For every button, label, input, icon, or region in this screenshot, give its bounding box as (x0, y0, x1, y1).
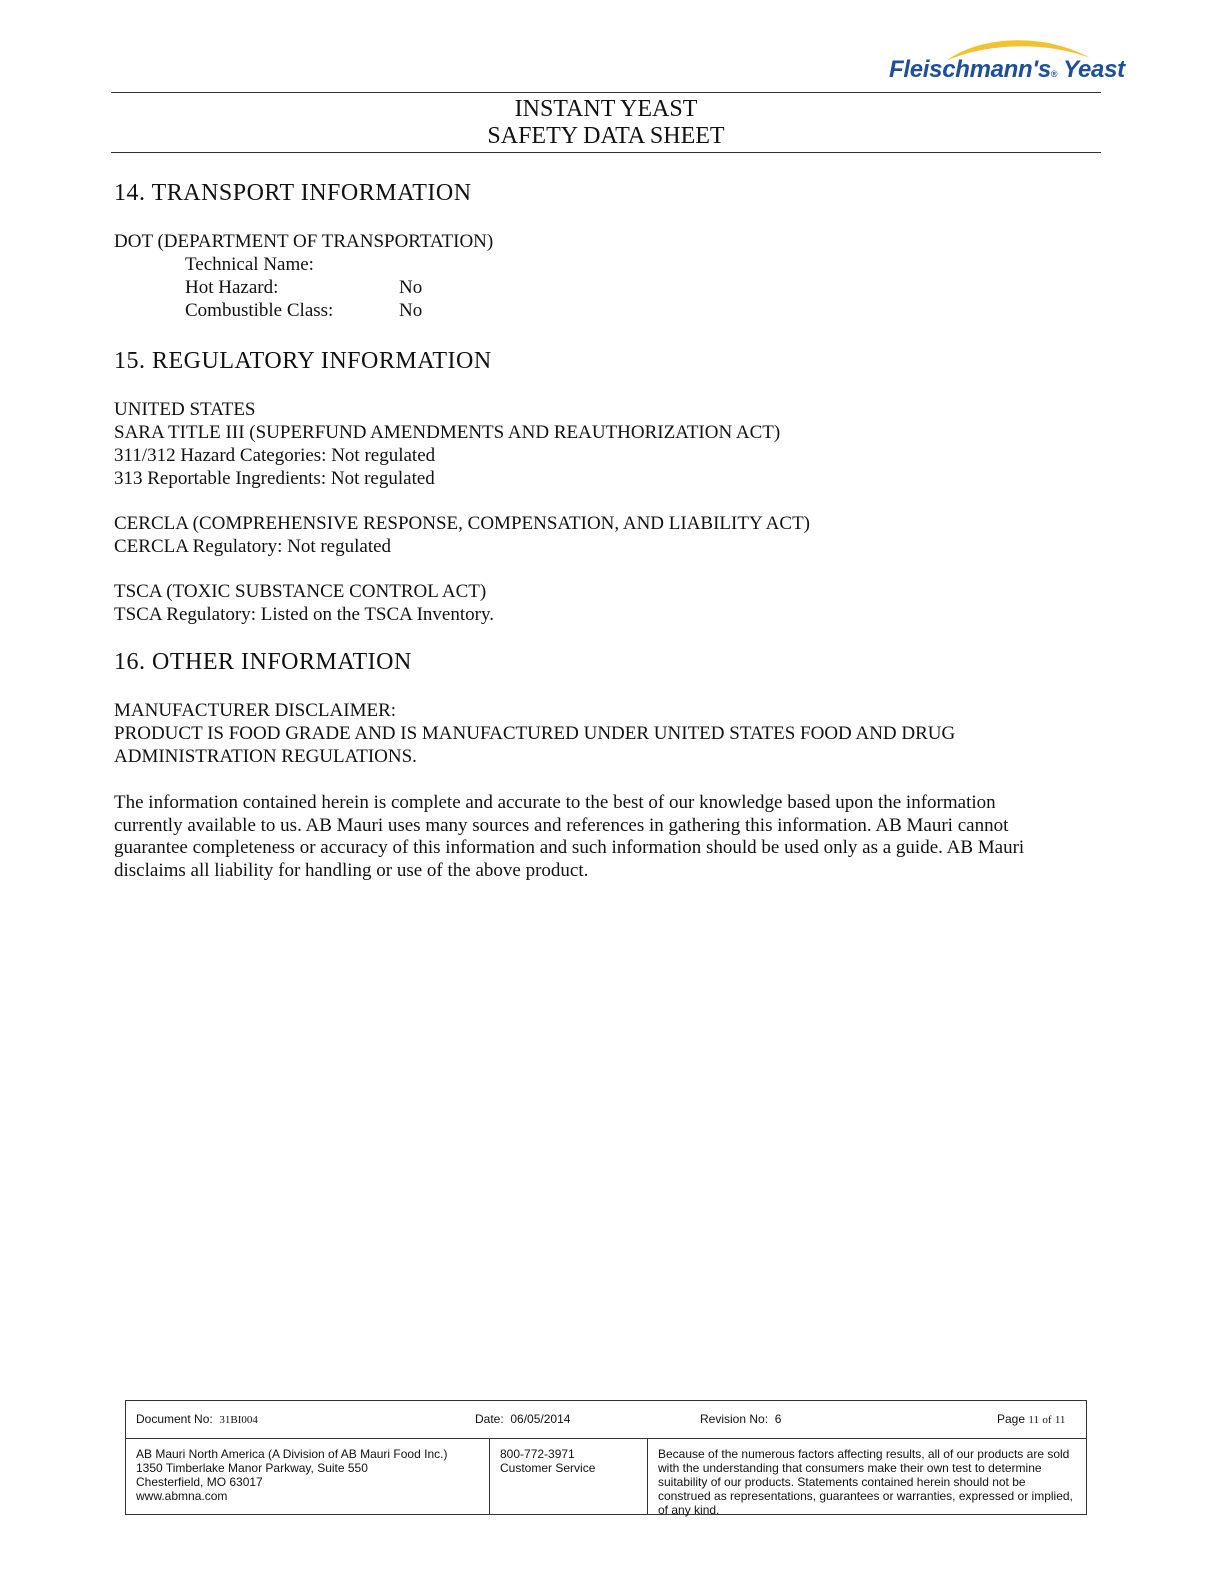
section-16-heading: 16. OTHER INFORMATION (114, 649, 412, 675)
page-total: 11 (1054, 1414, 1066, 1426)
customer-service-label: Customer Service (500, 1461, 596, 1475)
info-paragraph-line-3: guarantee completeness or accuracy of this information and such information should be used only as a guide. AB Mauri (114, 837, 1025, 858)
united-states-label: UNITED STATES (114, 399, 256, 420)
date-value: 06/05/2014 (510, 1412, 571, 1426)
notice-line-5: of any kind. (658, 1503, 720, 1517)
logo-brand-suffix: Yeast (1063, 56, 1125, 83)
footer-document-number (136, 1412, 258, 1427)
info-paragraph-line-2: currently available to us. AB Mauri uses many sources and references in gathering this information. AB Mauri cannot (114, 815, 1009, 836)
hazard-categories: 311/312 Hazard Categories: Not regulated (114, 445, 436, 466)
customer-service-phone: 800-772-3971 (500, 1447, 575, 1461)
date-label: Date: (475, 1412, 504, 1426)
section-14-heading: 14. TRANSPORT INFORMATION (114, 180, 472, 206)
dot-heading: DOT (DEPARTMENT OF TRANSPORTATION) (114, 231, 494, 252)
footer-revision (700, 1412, 781, 1426)
hot-hazard-label: Hot Hazard: (185, 277, 279, 298)
notice-line-1: Because of the numerous factors affecting results, all of our products are sold (658, 1447, 1070, 1461)
tsca-regulatory: TSCA Regulatory: Listed on the TSCA Inventory. (114, 604, 494, 625)
address-website: www.abmna.com (136, 1489, 228, 1503)
technical-name-label: Technical Name: (185, 254, 314, 275)
footer-table (125, 1400, 1087, 1515)
footer-page-number (997, 1412, 1065, 1427)
disclaimer-line-2: ADMINISTRATION REGULATIONS. (114, 746, 417, 767)
fleischmanns-logo (884, 34, 1125, 86)
address-line-1: AB Mauri North America (A Division of AB Mauri Food Inc.) (136, 1447, 448, 1461)
address-line-3: Chesterfield, MO 63017 (136, 1475, 263, 1489)
cercla-title: CERCLA (COMPREHENSIVE RESPONSE, COMPENSATION, AND LIABILITY ACT) (114, 513, 811, 534)
disclaimer-line-1: PRODUCT IS FOOD GRADE AND IS MANUFACTURED UNDER UNITED STATES FOOD AND DRUG (114, 723, 956, 744)
footer-legal-notice (658, 1447, 1073, 1517)
notice-line-3: suitability of our products. Statements contained herein should not be (658, 1475, 1026, 1489)
header-bottom-rule (111, 152, 1101, 153)
footer-address (136, 1447, 447, 1503)
revision-value: 6 (774, 1412, 782, 1426)
footer-row-divider (126, 1438, 1086, 1439)
footer-column-divider-2 (647, 1438, 648, 1514)
notice-line-4: construed as representations, guarantees or warranties, expressed or implied, (658, 1489, 1073, 1503)
info-paragraph-line-1: The information contained herein is complete and accurate to the best of our knowledge based upon the information (114, 792, 996, 813)
disclaimer-label: MANUFACTURER DISCLAIMER: (114, 700, 397, 721)
logo-registered: ® (1050, 69, 1058, 79)
footer-date (475, 1412, 570, 1426)
reportable-ingredients: 313 Reportable Ingredients: Not regulated (114, 468, 435, 489)
notice-line-2: with the understanding that consumers make their own test to determine (658, 1461, 1042, 1475)
doc-no-value: 31BI004 (219, 1414, 258, 1426)
footer-contact (500, 1447, 595, 1475)
page-of: of (1042, 1414, 1052, 1426)
section-15-heading: 15. REGULATORY INFORMATION (114, 348, 492, 374)
doc-no-label: Document No: (136, 1412, 213, 1426)
header-top-rule (111, 92, 1101, 93)
logo-brand: Fleischmann's (889, 56, 1051, 83)
page-current: 11 (1028, 1414, 1039, 1426)
combustible-class-label: Combustible Class: (185, 300, 334, 321)
cercla-regulatory: CERCLA Regulatory: Not regulated (114, 536, 392, 557)
doc-title-line2: SAFETY DATA SHEET (487, 123, 725, 149)
address-line-2: 1350 Timberlake Manor Parkway, Suite 550 (136, 1461, 368, 1475)
sara-title: SARA TITLE III (SUPERFUND AMENDMENTS AND REAUTHORIZATION ACT) (114, 422, 781, 443)
revision-label: Revision No: (700, 1412, 769, 1426)
hot-hazard-value: No (399, 277, 423, 298)
combustible-class-value: No (399, 300, 423, 321)
info-paragraph-line-4: disclaims all liability for handling or use of the above product. (114, 860, 589, 881)
doc-title-line1: INSTANT YEAST (514, 96, 698, 122)
page-label: Page (997, 1412, 1026, 1426)
logo-wordmark (889, 56, 1125, 84)
footer-column-divider-1 (489, 1438, 490, 1514)
tsca-title: TSCA (TOXIC SUBSTANCE CONTROL ACT) (114, 581, 487, 602)
